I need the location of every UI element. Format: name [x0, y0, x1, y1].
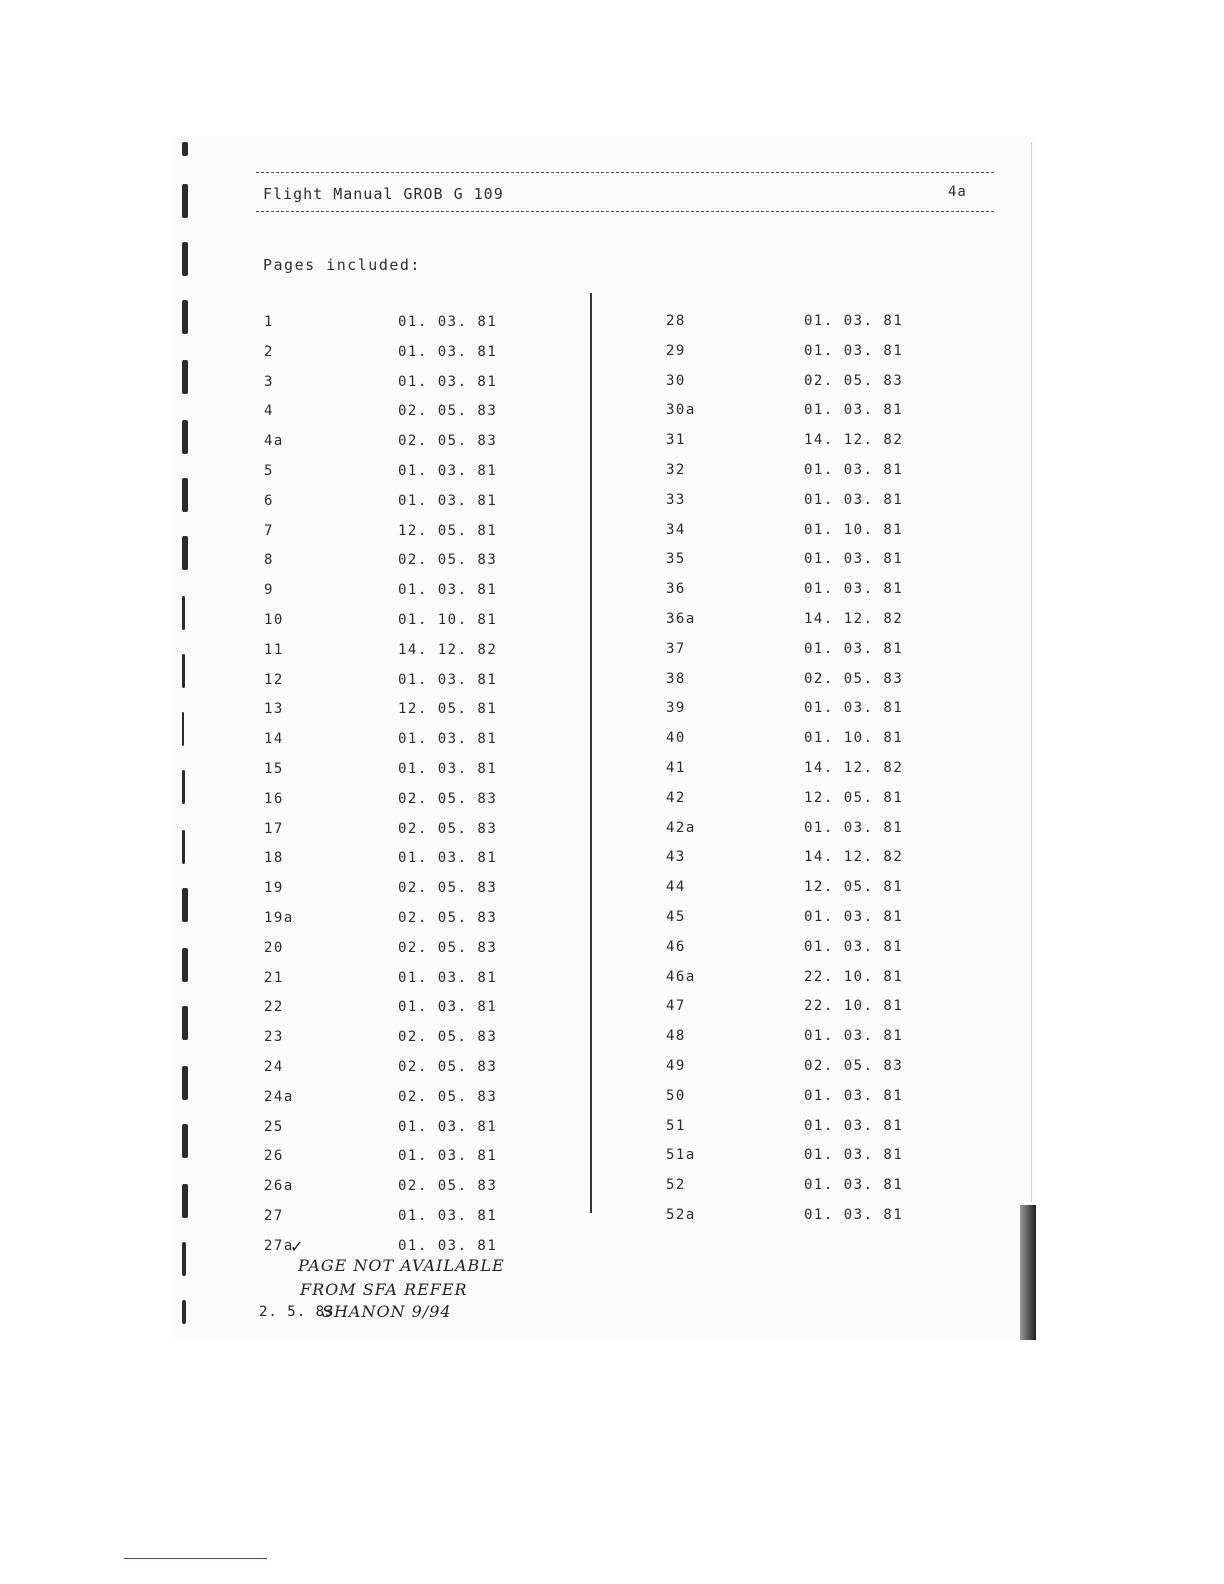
- revision-date-cell: 02. 05. 83: [398, 791, 498, 807]
- page-number: 4a: [948, 184, 967, 200]
- right-column-row: [666, 820, 966, 840]
- page-number-cell: 40: [666, 730, 686, 746]
- page-number-cell: 12: [264, 672, 284, 688]
- right-column-row: [666, 492, 966, 512]
- page-number-cell: 43: [666, 849, 686, 865]
- right-column-row: [666, 641, 966, 661]
- right-column-row: [666, 1058, 966, 1078]
- left-column-row: [264, 1059, 564, 1079]
- revision-date-cell: 01. 03. 81: [804, 313, 904, 329]
- revision-date-cell: 01. 03. 81: [804, 820, 904, 836]
- revision-date-cell: 02. 05. 83: [398, 821, 498, 837]
- revision-date-cell: 01. 03. 81: [804, 1207, 904, 1223]
- revision-date-cell: 01. 10. 81: [804, 730, 904, 746]
- page-number-cell: 30: [666, 373, 686, 389]
- revision-date-cell: 02. 05. 83: [398, 552, 498, 568]
- right-column-row: [666, 849, 966, 869]
- revision-date-cell: 01. 03. 81: [398, 1208, 498, 1224]
- revision-date-cell: 01. 03. 81: [398, 970, 498, 986]
- page-number-cell: 51: [666, 1118, 686, 1134]
- revision-date-cell: 01. 03. 81: [398, 672, 498, 688]
- revision-date-cell: 01. 03. 81: [398, 761, 498, 777]
- page-number-cell: 20: [264, 940, 284, 956]
- page-number-cell: 52: [666, 1177, 686, 1193]
- right-column-row: [666, 432, 966, 452]
- right-column-row: [666, 671, 966, 691]
- left-column-row: [264, 1089, 564, 1109]
- check-mark-icon: ✓: [290, 1237, 304, 1256]
- page-number-cell: 49: [666, 1058, 686, 1074]
- left-column-row: [264, 880, 564, 900]
- page-number-cell: 18: [264, 850, 284, 866]
- left-column-row: [264, 1238, 564, 1258]
- page-number-cell: 11: [264, 642, 284, 658]
- page-number-cell: 24: [264, 1059, 284, 1075]
- page-number-cell: 4: [264, 403, 274, 419]
- handwritten-note-line3: SHANON 9/94: [322, 1302, 452, 1321]
- right-column-row: [666, 909, 966, 929]
- footer-link-underline: [124, 1558, 267, 1559]
- revision-date-cell: 01. 10. 81: [804, 522, 904, 538]
- left-column-row: [264, 403, 564, 423]
- page-number-cell: 17: [264, 821, 284, 837]
- revision-date-cell: 01. 03. 81: [398, 582, 498, 598]
- revision-date-cell: 02. 05. 83: [398, 433, 498, 449]
- page-number-cell: 10: [264, 612, 284, 628]
- revision-date-cell: 01. 03. 81: [804, 462, 904, 478]
- revision-date-cell: 02. 05. 83: [398, 1059, 498, 1075]
- revision-date-cell: 01. 03. 81: [398, 731, 498, 747]
- handwritten-note-line2: FROM SFA REFER: [300, 1280, 468, 1299]
- page-number-cell: 7: [264, 523, 274, 539]
- page-number-cell: 22: [264, 999, 284, 1015]
- page-number-cell: 48: [666, 1028, 686, 1044]
- right-column-row: [666, 551, 966, 571]
- left-column-row: [264, 344, 564, 364]
- page-number-cell: 9: [264, 582, 274, 598]
- handwritten-note-date: 2. 5. 83: [259, 1304, 335, 1320]
- right-column-row: [666, 998, 966, 1018]
- revision-date-cell: 22. 10. 81: [804, 998, 904, 1014]
- page-number-cell: 47: [666, 998, 686, 1014]
- right-column-row: [666, 343, 966, 363]
- right-column-row: [666, 790, 966, 810]
- revision-date-cell: 01. 03. 81: [804, 581, 904, 597]
- revision-date-cell: 02. 05. 83: [398, 1178, 498, 1194]
- page-number-cell: 34: [666, 522, 686, 538]
- page-number-cell: 16: [264, 791, 284, 807]
- right-column-row: [666, 373, 966, 393]
- revision-date-cell: 22. 10. 81: [804, 969, 904, 985]
- left-column-row: [264, 493, 564, 513]
- right-column-row: [666, 969, 966, 989]
- left-column-row: [264, 1119, 564, 1139]
- left-column-row: [264, 731, 564, 751]
- revision-date-cell: 01. 03. 81: [804, 1118, 904, 1134]
- left-column-row: [264, 970, 564, 990]
- left-column-row: [264, 850, 564, 870]
- revision-date-cell: 14. 12. 82: [804, 849, 904, 865]
- revision-date-cell: 02. 05. 83: [398, 1089, 498, 1105]
- revision-date-cell: 02. 05. 83: [398, 1029, 498, 1045]
- page-number-cell: 39: [666, 700, 686, 716]
- page-number-cell: 27: [264, 1208, 284, 1224]
- revision-date-cell: 01. 03. 81: [804, 700, 904, 716]
- left-column-row: [264, 999, 564, 1019]
- page-number-cell: 41: [666, 760, 686, 776]
- revision-date-cell: 01. 03. 81: [804, 909, 904, 925]
- revision-date-cell: 02. 05. 83: [804, 671, 904, 687]
- left-column-row: [264, 582, 564, 602]
- revision-date-cell: 01. 03. 81: [804, 343, 904, 359]
- left-column-row: [264, 612, 564, 632]
- page-number-cell: 36a: [666, 611, 696, 627]
- page-number-cell: 37: [666, 641, 686, 657]
- page-number-cell: 15: [264, 761, 284, 777]
- revision-date-cell: 02. 05. 83: [804, 1058, 904, 1074]
- pages-included-label: Pages included:: [263, 256, 421, 274]
- right-column-row: [666, 939, 966, 959]
- right-column-row: [666, 402, 966, 422]
- left-column-row: [264, 821, 564, 841]
- left-column-row: [264, 672, 564, 692]
- revision-date-cell: 14. 12. 82: [804, 760, 904, 776]
- page-number-cell: 52a: [666, 1207, 696, 1223]
- revision-date-cell: 12. 05. 81: [804, 790, 904, 806]
- page-number-cell: 27a: [264, 1238, 294, 1254]
- page-number-cell: 1: [264, 314, 274, 330]
- revision-date-cell: 14. 12. 82: [804, 432, 904, 448]
- right-column-row: [666, 879, 966, 899]
- page-number-cell: 46: [666, 939, 686, 955]
- revision-date-cell: 01. 03. 81: [804, 939, 904, 955]
- page-number-cell: 14: [264, 731, 284, 747]
- page-number-cell: 24a: [264, 1089, 294, 1105]
- handwritten-note-line1: PAGE NOT AVAILABLE: [298, 1256, 505, 1275]
- revision-date-cell: 12. 05. 81: [398, 523, 498, 539]
- revision-date-cell: 01. 03. 81: [804, 551, 904, 567]
- revision-date-cell: 14. 12. 82: [398, 642, 498, 658]
- revision-date-cell: 01. 03. 81: [398, 1148, 498, 1164]
- revision-date-cell: 02. 05. 83: [398, 880, 498, 896]
- left-column-row: [264, 523, 564, 543]
- left-column-row: [264, 1208, 564, 1228]
- page-number-cell: 4a: [264, 433, 284, 449]
- left-column-row: [264, 910, 564, 930]
- revision-date-cell: 01. 03. 81: [804, 1177, 904, 1193]
- revision-date-cell: 01. 03. 81: [804, 402, 904, 418]
- revision-date-cell: 01. 03. 81: [398, 1119, 498, 1135]
- page-number-cell: 23: [264, 1029, 284, 1045]
- page-number-cell: 3: [264, 374, 274, 390]
- page-number-cell: 25: [264, 1119, 284, 1135]
- left-column-row: [264, 552, 564, 572]
- right-column-row: [666, 611, 966, 631]
- revision-date-cell: 01. 03. 81: [398, 344, 498, 360]
- page-number-cell: 42a: [666, 820, 696, 836]
- page-number-cell: 30a: [666, 402, 696, 418]
- left-column-row: [264, 433, 564, 453]
- revision-date-cell: 01. 03. 81: [398, 850, 498, 866]
- revision-date-cell: 01. 03. 81: [804, 1088, 904, 1104]
- left-column-row: [264, 791, 564, 811]
- right-column-row: [666, 760, 966, 780]
- page-number-cell: 28: [666, 313, 686, 329]
- page-number-cell: 2: [264, 344, 274, 360]
- left-column-row: [264, 374, 564, 394]
- left-column-row: [264, 314, 564, 334]
- right-column-row: [666, 313, 966, 333]
- right-column-row: [666, 462, 966, 482]
- left-column-row: [264, 1178, 564, 1198]
- page-number-cell: 36: [666, 581, 686, 597]
- page-number-cell: 50: [666, 1088, 686, 1104]
- page-number-cell: 51a: [666, 1147, 696, 1163]
- page-number-cell: 42: [666, 790, 686, 806]
- page-number-cell: 44: [666, 879, 686, 895]
- page-number-cell: 13: [264, 701, 284, 717]
- revision-date-cell: 01. 03. 81: [804, 492, 904, 508]
- right-column-row: [666, 700, 966, 720]
- left-column-row: [264, 701, 564, 721]
- page-number-cell: 38: [666, 671, 686, 687]
- page-number-cell: 19a: [264, 910, 294, 926]
- revision-date-cell: 02. 05. 83: [398, 940, 498, 956]
- right-column-row: [666, 1147, 966, 1167]
- right-column-row: [666, 1118, 966, 1138]
- page-number-cell: 5: [264, 463, 274, 479]
- revision-date-cell: 01. 03. 81: [398, 1238, 498, 1254]
- right-column-row: [666, 581, 966, 601]
- revision-date-cell: 12. 05. 81: [804, 879, 904, 895]
- page-number-cell: 26: [264, 1148, 284, 1164]
- page-number-cell: 33: [666, 492, 686, 508]
- right-column-row: [666, 1207, 966, 1227]
- revision-date-cell: 01. 03. 81: [804, 1147, 904, 1163]
- revision-date-cell: 14. 12. 82: [804, 611, 904, 627]
- revision-date-cell: 12. 05. 81: [398, 701, 498, 717]
- left-column-row: [264, 1148, 564, 1168]
- page-number-cell: 8: [264, 552, 274, 568]
- revision-date-cell: 01. 10. 81: [398, 612, 498, 628]
- right-column-row: [666, 522, 966, 542]
- revision-date-cell: 01. 03. 81: [804, 1028, 904, 1044]
- right-column-row: [666, 730, 966, 750]
- revision-date-cell: 02. 05. 83: [398, 403, 498, 419]
- manual-title: Flight Manual GROB G 109: [263, 185, 504, 203]
- revision-date-cell: 01. 03. 81: [398, 493, 498, 509]
- page-number-cell: 46a: [666, 969, 696, 985]
- page-number-cell: 6: [264, 493, 274, 509]
- left-column-row: [264, 642, 564, 662]
- left-column-row: [264, 940, 564, 960]
- left-column-row: [264, 1029, 564, 1049]
- revision-date-cell: 02. 05. 83: [398, 910, 498, 926]
- right-column-row: [666, 1028, 966, 1048]
- page-number-cell: 32: [666, 462, 686, 478]
- page-number-cell: 19: [264, 880, 284, 896]
- revision-date-cell: 01. 03. 81: [398, 999, 498, 1015]
- page-number-cell: 26a: [264, 1178, 294, 1194]
- right-column-row: [666, 1177, 966, 1197]
- revision-date-cell: 01. 03. 81: [398, 463, 498, 479]
- page-number-cell: 45: [666, 909, 686, 925]
- right-column-row: [666, 1088, 966, 1108]
- page-number-cell: 35: [666, 551, 686, 567]
- left-column-row: [264, 761, 564, 781]
- left-column-row: [264, 463, 564, 483]
- page-number-cell: 31: [666, 432, 686, 448]
- revision-date-cell: 01. 03. 81: [804, 641, 904, 657]
- page-number-cell: 21: [264, 970, 284, 986]
- page-number-cell: 29: [666, 343, 686, 359]
- revision-date-cell: 02. 05. 83: [804, 373, 904, 389]
- revision-date-cell: 01. 03. 81: [398, 314, 498, 330]
- revision-date-cell: 01. 03. 81: [398, 374, 498, 390]
